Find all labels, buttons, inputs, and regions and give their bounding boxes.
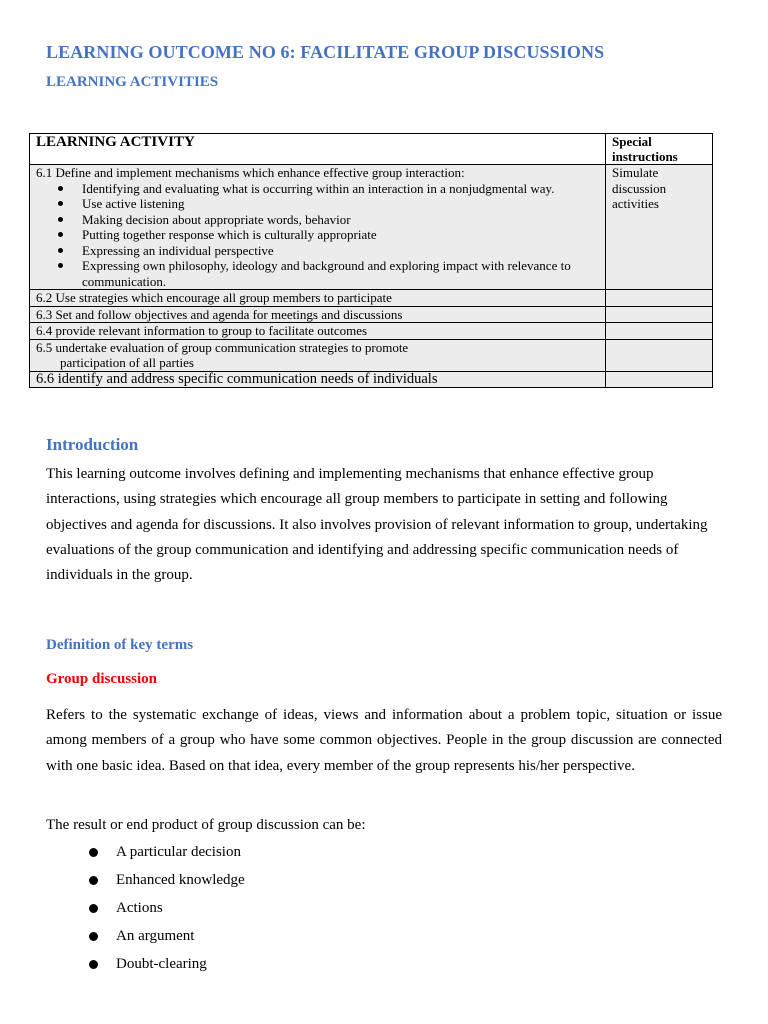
section-subtitle: LEARNING ACTIVITIES bbox=[46, 74, 219, 90]
definition-paragraph: Refers to the systematic exchange of ideas, views and information about a problem topic, situation or issue among members of a group who have some common objectives. People in the group discussion are connected with one basic idea. Based on that idea, every member of the group represents his/her perspective. bbox=[46, 707, 722, 774]
activity-cell bbox=[30, 165, 606, 290]
list-item: Expressing own philosophy, ideology and background and exploring impact with relevance to communication. bbox=[82, 258, 599, 289]
list-item: Actions bbox=[0, 897, 245, 925]
results-list bbox=[0, 841, 245, 981]
activity-text: 6.5 undertake evaluation of group communication strategies to promote bbox=[36, 339, 409, 355]
list-item: An argument bbox=[0, 925, 245, 953]
list-item: Expressing an individual perspective bbox=[82, 243, 599, 259]
special-instructions-cell bbox=[606, 290, 713, 307]
table-row bbox=[30, 371, 713, 388]
table-row bbox=[30, 165, 713, 290]
list-item: Enhanced knowledge bbox=[0, 869, 245, 897]
activity-cell bbox=[30, 339, 606, 371]
definitions-heading: Definition of key terms bbox=[46, 637, 194, 653]
term-heading: Group discussion bbox=[46, 671, 158, 687]
introduction-heading: Introduction bbox=[46, 435, 139, 454]
table-row bbox=[30, 323, 713, 340]
page-title: LEARNING OUTCOME NO 6: FACILITATE GROUP DISCUSSIONS bbox=[46, 42, 605, 62]
result-intro: The result or end product of group discussion can be: bbox=[46, 817, 366, 833]
list-item: Doubt-clearing bbox=[0, 953, 245, 981]
activity-text-continued: participation of all parties bbox=[60, 355, 194, 370]
special-instructions-cell bbox=[606, 371, 713, 388]
activity-cell: 6.6 identify and address specific communication needs of individuals bbox=[30, 371, 606, 388]
column-header-activity: LEARNING ACTIVITY bbox=[30, 134, 606, 165]
list-item: Making decision about appropriate words, behavior bbox=[82, 212, 599, 228]
activity-cell: 6.2 Use strategies which encourage all group members to participate bbox=[30, 290, 606, 307]
list-item: Use active listening bbox=[82, 196, 599, 212]
table-row bbox=[30, 290, 713, 307]
list-item: A particular decision bbox=[0, 841, 245, 869]
activity-cell: 6.3 Set and follow objectives and agenda for meetings and discussions bbox=[30, 306, 606, 323]
introduction-paragraph: This learning outcome involves defining and implementing mechanisms that enhance effective group interactions, using strategies which encourage all group members to participate in setting and following objectives and agenda for discussions. It also involves provision of relevant information to group, undertaking evaluations of the group communication and identifying and addressing specific communication needs of individuals in the group. bbox=[46, 466, 708, 584]
table-row bbox=[30, 339, 713, 371]
activity-title: 6.1 Define and implement mechanisms which enhance effective group interaction: bbox=[36, 165, 465, 180]
list-item: Identifying and evaluating what is occurring within an interaction in a nonjudgmental way. bbox=[82, 181, 599, 197]
special-instructions-cell: Simulate discussion activities bbox=[606, 165, 713, 290]
special-instructions-cell bbox=[606, 339, 713, 371]
activity-bullets bbox=[36, 181, 599, 290]
special-instructions-cell bbox=[606, 306, 713, 323]
learning-activities-table bbox=[29, 133, 713, 388]
column-header-special: Special instructions bbox=[606, 134, 713, 165]
list-item: Putting together response which is culturally appropriate bbox=[82, 227, 599, 243]
table-row bbox=[30, 306, 713, 323]
activity-cell: 6.4 provide relevant information to group to facilitate outcomes bbox=[30, 323, 606, 340]
table-header-row bbox=[30, 134, 713, 165]
special-instructions-cell bbox=[606, 323, 713, 340]
